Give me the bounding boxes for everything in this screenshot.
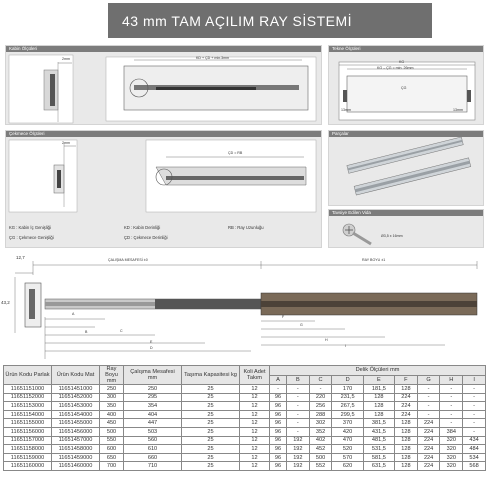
- table-cell: 25: [182, 410, 240, 419]
- letter-a: A: [72, 312, 75, 316]
- table-cell: 250: [100, 385, 124, 394]
- table-cell: 250: [124, 385, 182, 394]
- table-cell: 25: [182, 453, 240, 462]
- table-row: [4, 445, 486, 454]
- col-header-ray-boyu: Ray Boyu mm: [100, 366, 124, 385]
- table-cell: 295: [124, 393, 182, 402]
- table-cell: 370: [332, 419, 363, 428]
- table-cell: 224: [417, 462, 440, 471]
- tekne-cg-label: ÇG: [401, 86, 407, 90]
- table-cell: -: [463, 410, 486, 419]
- table-cell: 434: [463, 436, 486, 445]
- table-cell: 128: [363, 410, 394, 419]
- col-header-b: B: [287, 375, 310, 385]
- legend-kg: KG : Kabin İç Genişliği: [9, 225, 51, 230]
- tekne-panel: [328, 45, 484, 125]
- table-cell: 600: [100, 445, 124, 454]
- table-cell: 11651454000: [52, 410, 100, 419]
- table-row: [4, 393, 486, 402]
- tekne-side1-label: 13mm: [341, 108, 351, 112]
- table-cell: 710: [124, 462, 182, 471]
- table-cell: 11651453000: [52, 402, 100, 411]
- col-header-i: I: [463, 375, 486, 385]
- table-cell: -: [440, 385, 463, 394]
- letter-c: C: [120, 329, 123, 333]
- table-cell: 350: [100, 402, 124, 411]
- table-cell: 96: [270, 462, 287, 471]
- calisma-label: ÇALIŞMA MESAFESİ ±0: [108, 258, 148, 262]
- table-cell: 224: [417, 419, 440, 428]
- table-cell: 568: [463, 462, 486, 471]
- table-cell: 11651455000: [52, 419, 100, 428]
- table-cell: 431,5: [363, 427, 394, 436]
- table-cell: 11651460000: [52, 462, 100, 471]
- table-cell: -: [417, 393, 440, 402]
- table-cell: 500: [309, 453, 332, 462]
- table-cell: 402: [309, 436, 332, 445]
- table-cell: -: [463, 402, 486, 411]
- table-cell: 660: [124, 453, 182, 462]
- table-cell: 11651160000: [4, 462, 52, 471]
- table-cell: 128: [395, 436, 418, 445]
- table-cell: 11651452000: [52, 393, 100, 402]
- table-cell: 170: [332, 385, 363, 394]
- table-cell: 224: [417, 445, 440, 454]
- table-cell: 470: [332, 436, 363, 445]
- table-cell: 96: [270, 410, 287, 419]
- table-cell: 12: [240, 393, 270, 402]
- table-cell: 452: [309, 445, 332, 454]
- table-cell: 192: [287, 436, 310, 445]
- table-cell: 12: [240, 410, 270, 419]
- table-cell: 128: [395, 419, 418, 428]
- table-cell: 650: [100, 453, 124, 462]
- table-cell: 320: [440, 453, 463, 462]
- table-cell: 192: [287, 453, 310, 462]
- cekmece-drawing: [6, 137, 323, 221]
- table-cell: 11651451000: [52, 385, 100, 394]
- table-row: [4, 436, 486, 445]
- legend-rb: RB : Ray Uzunluğu: [228, 225, 264, 230]
- table-cell: 552: [309, 462, 332, 471]
- table-cell: 220: [309, 393, 332, 402]
- table-cell: 25: [182, 436, 240, 445]
- table-cell: 302: [309, 419, 332, 428]
- table-cell: 570: [332, 453, 363, 462]
- table-cell: 12: [240, 436, 270, 445]
- table-cell: 25: [182, 402, 240, 411]
- table-cell: 620: [332, 462, 363, 471]
- parcalar-panel: [328, 130, 484, 206]
- cekmece-panel-title: Çekmece Ölçüleri: [6, 131, 321, 137]
- table-cell: -: [287, 419, 310, 428]
- table-cell: 700: [100, 462, 124, 471]
- tekne-formula-label: KG – ÇG = min. 26mm: [377, 66, 414, 70]
- table-cell: -: [417, 385, 440, 394]
- letter-i: I: [345, 344, 346, 348]
- table-cell: 25: [182, 419, 240, 428]
- table-cell: 500: [100, 427, 124, 436]
- table-cell: 231,5: [332, 393, 363, 402]
- table-cell: 96: [270, 427, 287, 436]
- table-cell: 128: [363, 393, 394, 402]
- kabin-2mm-label: 2mm: [62, 57, 70, 61]
- col-header-calisma: Çalışma Mesafesi mm: [124, 366, 182, 385]
- table-row: [4, 427, 486, 436]
- table-cell: -: [463, 427, 486, 436]
- table-cell: 224: [395, 410, 418, 419]
- dim-127-label: 12,7: [16, 255, 25, 260]
- table-cell: 12: [240, 419, 270, 428]
- table-cell: 96: [270, 393, 287, 402]
- table-cell: 11651159000: [4, 453, 52, 462]
- vida-panel-title: Tavsiye Edilen Vida: [329, 210, 483, 216]
- table-cell: 352: [309, 427, 332, 436]
- col-header-mat: Ürün Kodu Mat: [52, 366, 100, 385]
- table-cell: 12: [240, 427, 270, 436]
- table-cell: 420: [332, 427, 363, 436]
- col-header-h: H: [440, 375, 463, 385]
- table-cell: -: [287, 402, 310, 411]
- table-cell: 560: [124, 436, 182, 445]
- table-cell: 400: [100, 410, 124, 419]
- table-cell: 128: [395, 445, 418, 454]
- table-cell: 128: [395, 462, 418, 471]
- table-row: [4, 385, 486, 394]
- table-cell: 192: [287, 445, 310, 454]
- col-header-a: A: [270, 375, 287, 385]
- table-cell: 224: [395, 402, 418, 411]
- table-cell: 550: [100, 436, 124, 445]
- kabin-panel: [5, 45, 322, 125]
- table-cell: 384: [440, 427, 463, 436]
- vida-spec-label: Ø3,5 x 16mm: [381, 234, 403, 238]
- table-cell: -: [440, 419, 463, 428]
- table-cell: 300: [100, 393, 124, 402]
- table-cell: 447: [124, 419, 182, 428]
- table-cell: 11651154000: [4, 410, 52, 419]
- table-cell: 11651156000: [4, 427, 52, 436]
- table-cell: 128: [395, 427, 418, 436]
- table-row: [4, 462, 486, 471]
- table-header-row: [4, 366, 486, 376]
- table-cell: 299,5: [332, 410, 363, 419]
- table-row: [4, 402, 486, 411]
- dim-432-label: 43,2: [1, 300, 10, 305]
- table-cell: 25: [182, 427, 240, 436]
- table-cell: 450: [100, 419, 124, 428]
- table-cell: 192: [287, 462, 310, 471]
- letter-h: H: [325, 338, 328, 342]
- table-cell: 96: [270, 419, 287, 428]
- col-header-parlak: Ürün Kodu Parlak: [4, 366, 52, 385]
- col-header-c: C: [309, 375, 332, 385]
- table-row: [4, 453, 486, 462]
- table-cell: 381,5: [363, 419, 394, 428]
- table-cell: 12: [240, 445, 270, 454]
- table-cell: 503: [124, 427, 182, 436]
- col-header-g: G: [417, 375, 440, 385]
- table-cell: 96: [270, 402, 287, 411]
- table-cell: 354: [124, 402, 182, 411]
- table-cell: 11651155000: [4, 419, 52, 428]
- table-cell: 481,5: [363, 436, 394, 445]
- cekmece-panel: [5, 130, 322, 248]
- table-cell: 11651457000: [52, 436, 100, 445]
- tekne-drawing: [329, 52, 485, 126]
- table-cell: 224: [417, 453, 440, 462]
- table-cell: 320: [440, 462, 463, 471]
- table-cell: -: [287, 427, 310, 436]
- table-cell: 534: [463, 453, 486, 462]
- table-cell: -: [440, 393, 463, 402]
- table-cell: 11651152000: [4, 393, 52, 402]
- table-cell: 224: [395, 393, 418, 402]
- table-cell: 11651456000: [52, 427, 100, 436]
- letter-b: B: [85, 330, 88, 334]
- table-cell: 581,5: [363, 453, 394, 462]
- table-cell: -: [287, 410, 310, 419]
- table-cell: 11651458000: [52, 445, 100, 454]
- table-cell: 288: [309, 410, 332, 419]
- legend-cd: ÇD : Çekmece Derinliği: [124, 235, 168, 240]
- table-cell: 128: [395, 385, 418, 394]
- table-cell: 11651459000: [52, 453, 100, 462]
- rail-technical-drawing: [5, 255, 485, 367]
- spec-table-body: [4, 385, 486, 471]
- page-title: [108, 3, 432, 38]
- kabin-drawing: [6, 52, 323, 126]
- table-cell: 631,5: [363, 462, 394, 471]
- letter-g: G: [300, 323, 303, 327]
- table-cell: 531,5: [363, 445, 394, 454]
- table-cell: -: [417, 402, 440, 411]
- table-cell: -: [463, 385, 486, 394]
- table-cell: -: [270, 385, 287, 394]
- table-cell: 11651151000: [4, 385, 52, 394]
- table-cell: 128: [363, 402, 394, 411]
- table-cell: 320: [440, 436, 463, 445]
- table-cell: -: [287, 393, 310, 402]
- tekne-kg-label: KG: [399, 60, 405, 64]
- tekne-side2-label: 13mm: [453, 108, 463, 112]
- vida-panel: [328, 209, 484, 248]
- col-header-d: D: [332, 375, 363, 385]
- table-cell: -: [417, 410, 440, 419]
- table-cell: 25: [182, 462, 240, 471]
- table-cell: 12: [240, 402, 270, 411]
- table-cell: -: [309, 385, 332, 394]
- table-cell: 128: [395, 453, 418, 462]
- table-row: [4, 419, 486, 428]
- cekmece-formula-label: ÇD = RB: [228, 151, 243, 155]
- table-cell: 267,5: [332, 402, 363, 411]
- page-title-text: 43 mm TAM AÇILIM RAY SİSTEMİ: [122, 12, 353, 29]
- table-cell: 224: [417, 427, 440, 436]
- table-cell: 256: [309, 402, 332, 411]
- table-cell: 25: [182, 445, 240, 454]
- col-header-f: F: [395, 375, 418, 385]
- cekmece-2mm-label: 2mm: [62, 141, 70, 145]
- col-header-koli: Koli Adet Takım: [240, 366, 270, 385]
- letter-e: E: [150, 340, 153, 344]
- parcalar-panel-title: Parçalar: [329, 131, 483, 137]
- col-header-e: E: [363, 375, 394, 385]
- table-cell: 404: [124, 410, 182, 419]
- table-cell: 12: [240, 385, 270, 394]
- letter-f: F: [282, 315, 285, 319]
- table-cell: -: [287, 385, 310, 394]
- tekne-panel-title: Tekne Ölçüleri: [329, 46, 483, 52]
- table-cell: 25: [182, 393, 240, 402]
- letter-d: D: [150, 346, 153, 350]
- kabin-panel-title: Kabin Ölçüleri: [6, 46, 321, 52]
- table-cell: 96: [270, 445, 287, 454]
- col-header-delik: Delik Ölçüleri mm: [270, 366, 486, 376]
- table-cell: 224: [417, 436, 440, 445]
- table-cell: 11651157000: [4, 436, 52, 445]
- table-cell: -: [463, 393, 486, 402]
- table-cell: 12: [240, 462, 270, 471]
- table-cell: 11651158000: [4, 445, 52, 454]
- rail-parts-image: [329, 137, 485, 207]
- table-row: [4, 410, 486, 419]
- col-header-tasima: Taşıma Kapasitesi kg: [182, 366, 240, 385]
- table-cell: -: [463, 419, 486, 428]
- table-cell: 96: [270, 453, 287, 462]
- table-cell: 25: [182, 385, 240, 394]
- table-cell: 520: [332, 445, 363, 454]
- table-cell: 320: [440, 445, 463, 454]
- table-cell: 181,5: [363, 385, 394, 394]
- table-cell: 610: [124, 445, 182, 454]
- screw-icon: [339, 218, 375, 248]
- kabin-formula-label: KD + ÇD + min.3mm: [196, 56, 230, 60]
- legend-kd: KD : Kabin Derinliği: [124, 225, 161, 230]
- table-cell: -: [440, 402, 463, 411]
- table-cell: 96: [270, 436, 287, 445]
- spec-table: [3, 365, 486, 471]
- ray-boyu-label: RAY BOYU ±1: [362, 258, 386, 262]
- table-cell: -: [440, 410, 463, 419]
- table-cell: 484: [463, 445, 486, 454]
- legend-cg: ÇG : Çekmece Genişliği: [9, 235, 54, 240]
- table-cell: 11651153000: [4, 402, 52, 411]
- table-cell: 12: [240, 453, 270, 462]
